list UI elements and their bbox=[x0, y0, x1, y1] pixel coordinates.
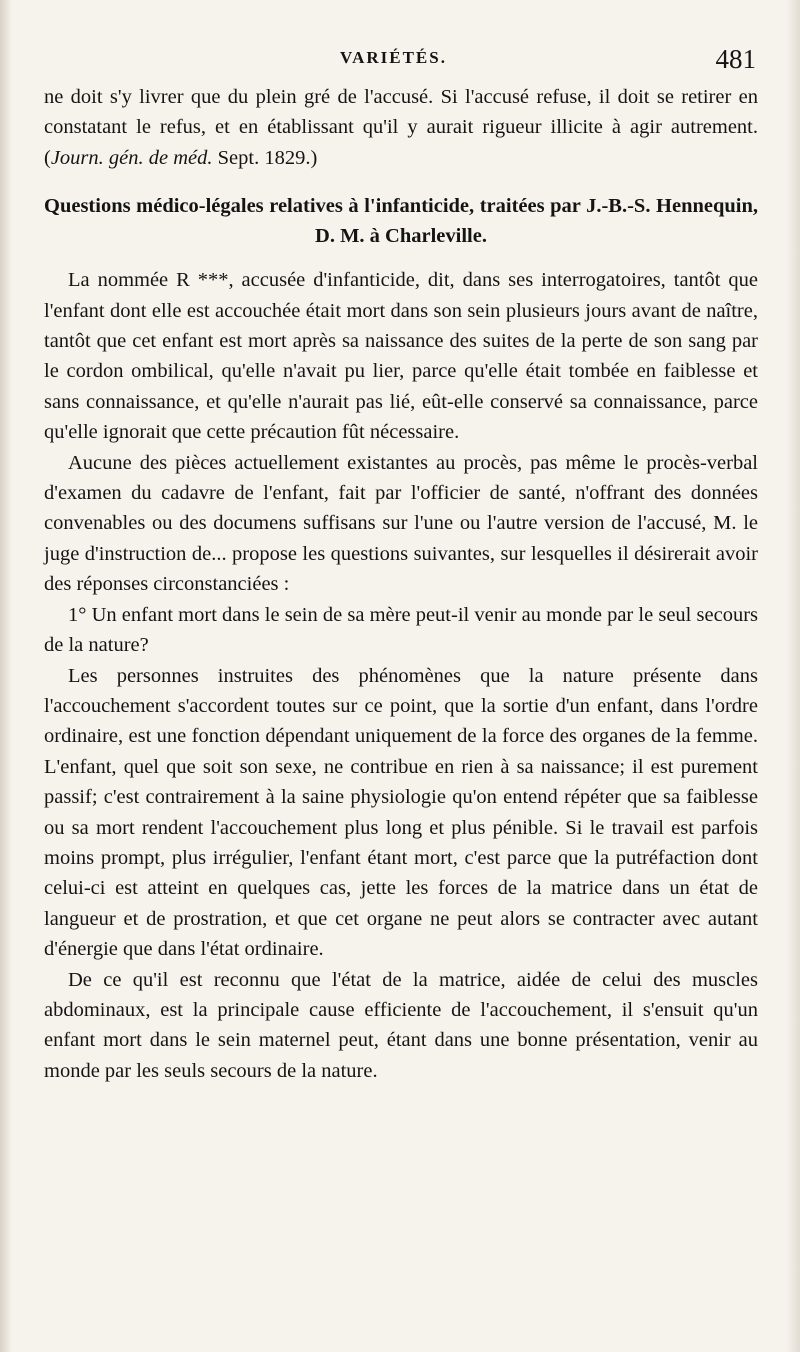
page-edge-shadow-right bbox=[786, 0, 800, 1352]
citation-date: Sept. 1829.) bbox=[212, 146, 318, 169]
page-body bbox=[44, 82, 758, 1086]
question-1: 1° Un enfant mort dans le sein de sa mère peut-il venir au monde par le seul secours de la nature? bbox=[44, 603, 758, 657]
carryover-paragraph bbox=[44, 82, 758, 173]
paragraph-4: De ce qu'il est reconnu que l'état de la matrice, aidée de celui des muscles abdominaux, est la principale cause efficiente de l'accouchement, il s'ensuit qu'un enfant mort dans le sein maternel peut, étant dans une bonne présentation, venir au monde par les seuls secours de la nature. bbox=[44, 968, 758, 1082]
paragraph-3: Les personnes instruites des phénomènes que la nature présente dans l'accouchement s'accordent toutes sur ce point, que la sortie d'un enfant, dans l'ordre ordinaire, est une fonction dépendant uniquement de la force des organes de la femme. L'enfant, quel que soit son sexe, ne contribue en rien à sa naissance; il est purement passif; c'est contrairement à la saine physiologie qu'on entend répéter que sa faiblesse ou sa mort rendent l'accouchement plus long et plus pénible. Si le travail est parfois moins prompt, plus irrégulier, l'enfant étant mort, c'est parce que la putréfaction dont celui-ci est atteint en quelques cas, jette les forces de la matrice dans un état de langueur et de prostration, et que cet organe ne peut alors se contracter avec autant d'énergie que dans l'état ordinaire. bbox=[44, 664, 758, 961]
running-head bbox=[0, 44, 800, 80]
carryover-text: ne doit s'y livrer que du plein gré de l'accusé. Si l'accusé refuse, il doit se retirer en constatant le refus, et en établissant qu'il y aurait rigueur illicite à agir autrement. ( bbox=[44, 86, 758, 169]
citation-journal: Journ. gén. de méd. bbox=[50, 146, 213, 169]
page-edge-shadow-left bbox=[0, 0, 12, 1352]
running-head-title: VARIÉTÉS. bbox=[340, 48, 447, 67]
paragraph-2: Aucune des pièces actuellement existantes au procès, pas même le procès-verbal d'examen du cadavre de l'enfant, fait par l'officier de santé, n'offrant des données convenables ou des documens suffisans sur l'une ou l'autre version de l'accusé, M. le juge d'instruction de... propose les questions suivantes, sur lesquelles il désirerait avoir des réponses circonstanciées : bbox=[44, 451, 758, 596]
paragraph-1: La nommée R ***, accusée d'infanticide, dit, dans ses interrogatoires, tantôt que l'enfant dont elle est accouchée était mort dans son sein plusieurs jours avant de naître, tantôt que cet enfant est mort après sa naissance des suites de la perte de son sang par le cordon ombilical, qu'elle n'avait pu lier, parce qu'elle était tombée en faiblesse et sans connaissance, et qu'elle n'aurait pas lié, eût-elle conservé sa connaissance, parce qu'elle ignorait que cette précaution fût nécessaire. bbox=[44, 269, 758, 444]
page-number: 481 bbox=[715, 44, 756, 74]
article-heading: Questions médico-légales relatives à l'infanticide, traitées par J.-B.-S. Hennequin, D. M. à Charleville. bbox=[44, 195, 758, 248]
